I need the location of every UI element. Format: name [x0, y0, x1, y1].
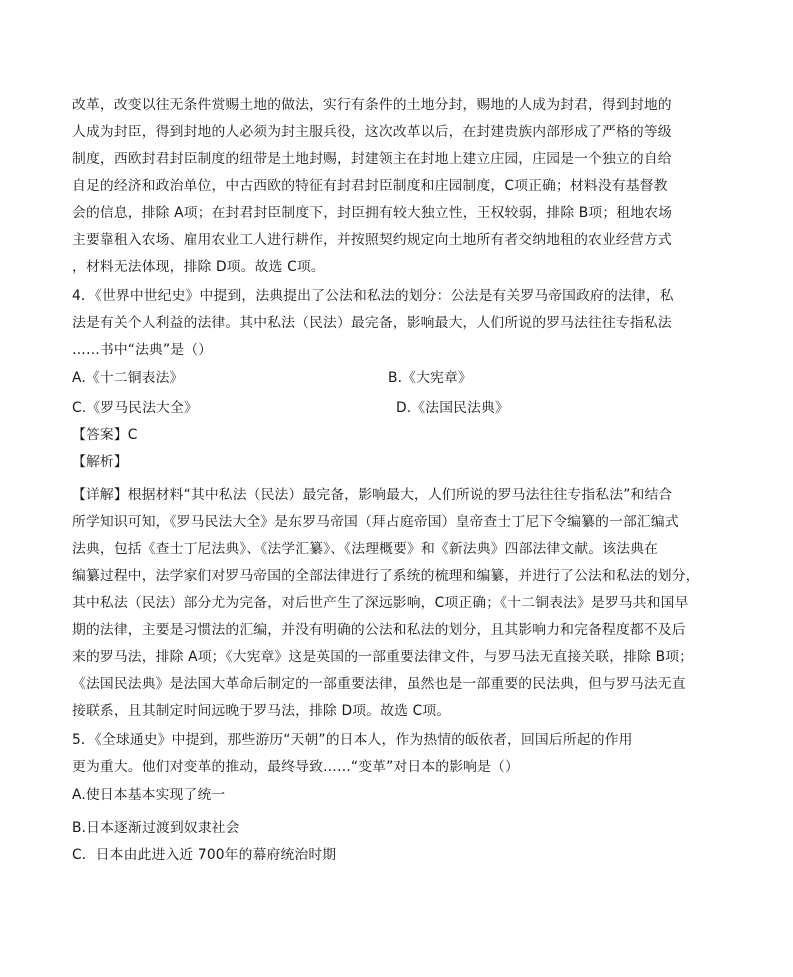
question4-stem-line-2: 法是有关个人利益的法律。其中私法（民法）最完备，影响最大，人们所说的罗马法往往专指私法: [72, 315, 672, 331]
paragraph1-line-5: 会的信息，排除 A项；在封君封臣制度下，封臣拥有较大独立性，王权较弱，排除 B项；租地农场: [72, 205, 673, 221]
question4-option-d: D.《法国民法典》: [396, 400, 509, 416]
question4-stem-line-1: 4．《世界中世纪史》中提到，法典提出了公法和私法的划分：公法是有关罗马帝国政府的法律，私: [72, 288, 674, 304]
question4-analysis-label: 【解析】: [72, 454, 128, 470]
question4-explanation-line-7: 来的罗马法，排除 A项；《大宪章》这是英国的一部重要法律文件，与罗马法无直接关联，排除 B项；: [72, 649, 694, 665]
question4-explanation-line-2: 所学知识可知，《罗马民法大全》是东罗马帝国（拜占庭帝国）皇帝查士丁尼下令编纂的一部汇编式: [72, 514, 679, 530]
question5-stem-line-1: 5．《全球通史》中提到，那些游历“天朝”的日本人，作为热情的皈依者，回国后所起的作用: [72, 732, 633, 748]
question5-option-a: A.使日本基本实现了统一: [72, 787, 226, 803]
question4-explanation-line-8: 《法国民法典》是法国大革命后制定的一部重要法律，虽然也是一部重要的民法典，但与罗马法无直: [72, 676, 686, 692]
paragraph1-line-1: 改革，改变以往无条件赏赐土地的做法，实行有条件的土地分封，赐地的人成为封君，得到封地的: [72, 97, 672, 113]
question4-option-a: A.《十二铜表法》: [72, 370, 184, 386]
question4-stem-line-3: ……书中“法典”是（）: [72, 342, 213, 358]
paragraph1-line-7: ，材料无法体现，排除 D项。故选 C项。: [72, 259, 325, 275]
paragraph1-line-3: 制度，西欧封君封臣制度的纽带是土地封赐，封建领主在封地上建立庄园，庄园是一个独立的自给: [72, 151, 672, 167]
question4-explanation-line-6: 期的法律，主要是习惯法的汇编，并没有明确的公法和私法的划分，且其影响力和完备程度都不及后: [72, 622, 686, 638]
question4-option-b: B.《大宪章》: [388, 370, 472, 386]
question4-explanation-line-3: 法典，包括《查士丁尼法典》、《法学汇纂》、《法理概要》和《新法典》四部法律文献。该法典在: [72, 541, 659, 557]
question4-explanation-line-1: 【详解】根据材料“其中私法（民法）最完备，影响最大，人们所说的罗马法往往专指私法”和结合: [72, 487, 673, 503]
question5-stem-line-2: 更为重大。他们对变革的推动，最终导致……“变革”对日本的影响是（）: [72, 759, 519, 775]
paragraph1-line-6: 主要靠租入农场、雇用农业工人进行耕作，并按照契约规定向土地所有者交纳地租的农业经营方式: [72, 232, 672, 248]
paragraph1-line-4: 自足的经济和政治单位，中古西欧的特征有封君封臣制度和庄园制度，C项正确；材料没有基督教: [72, 178, 668, 194]
question4-answer: 【答案】C: [72, 427, 138, 443]
question5-option-b: B.日本逐渐过渡到奴隶社会: [72, 820, 240, 836]
question4-explanation-line-4: 编纂过程中，法学家们对罗马帝国的全部法律进行了系统的梳理和编纂，并进行了公法和私法的划分，: [72, 568, 700, 584]
question4-option-c: C.《罗马民法大全》: [72, 400, 198, 416]
question5-option-c: C．日本由此进入近 700年的幕府统治时期: [72, 847, 337, 863]
question4-explanation-line-5: 其中私法（民法）部分尤为完备，对后世产生了深远影响，C项正确；《十二铜表法》是罗马共和国早: [72, 595, 689, 611]
question4-explanation-line-9: 接联系，且其制定时间远晚于罗马法，排除 D项。故选 C项。: [72, 703, 451, 719]
paragraph1-line-2: 人成为封臣，得到封地的人必须为封主服兵役，这次改革以后，在封建贵族内部形成了严格的等级: [72, 124, 672, 140]
